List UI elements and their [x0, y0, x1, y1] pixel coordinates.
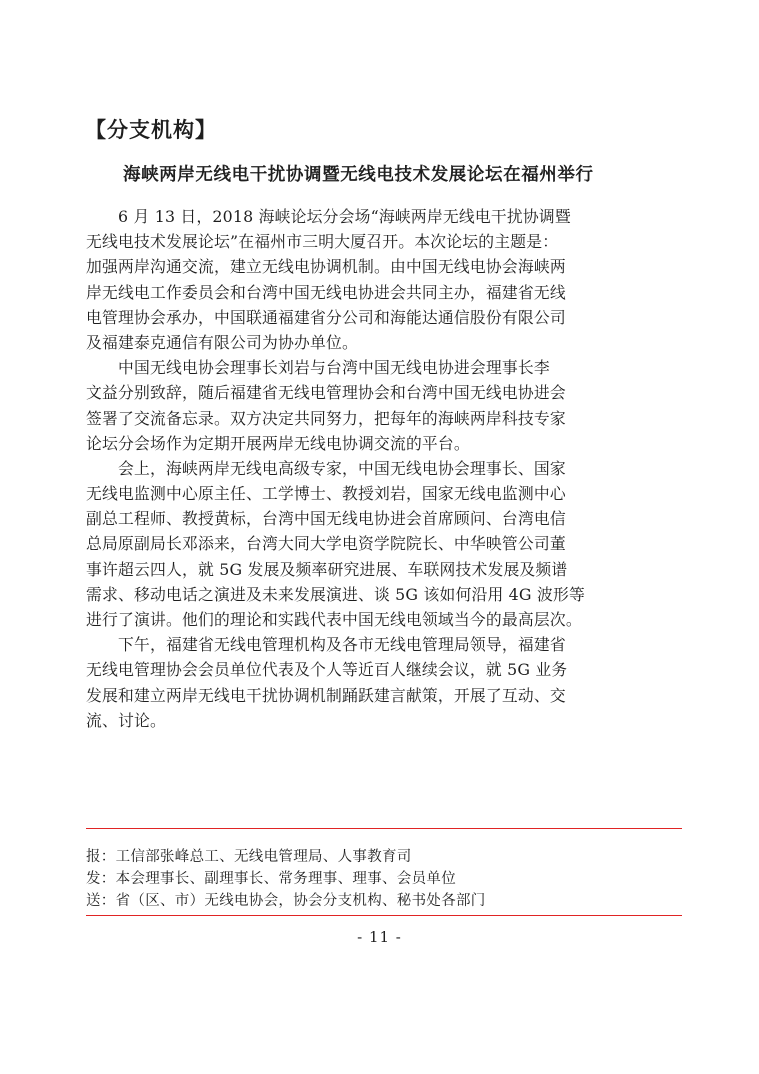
distribution-issued-to: 发：本会理事长、副理事长、常务理事、理事、会员单位 — [86, 871, 456, 887]
red-divider-top — [86, 828, 682, 829]
paragraph — [86, 204, 686, 355]
distribution-list — [86, 846, 686, 912]
page-number: - 11 - — [357, 928, 402, 946]
text-line: 无线电技术发展论坛”在福州市三明大厦召开。本次论坛的主题是： — [86, 232, 559, 252]
text-line: 流、讨论。 — [86, 710, 166, 730]
paragraph — [86, 632, 686, 733]
text-line: 岸无线电工作委员会和台湾中国无线电协进会共同主办，福建省无线 — [86, 282, 566, 302]
text-line: 下午，福建省无线电管理机构及各市无线电管理局领导，福建省 — [118, 635, 566, 655]
red-divider-bottom — [86, 915, 682, 916]
text-line: 总局原副局长邓添来，台湾大同大学电资学院院长、中华映管公司董 — [86, 534, 566, 554]
text-line: 发展和建立两岸无线电干扰协调机制踊跃建言献策，开展了互动、交 — [86, 685, 566, 705]
text-line: 无线电管理协会会员单位代表及个人等近百人继续会议，就 5G 业务 — [86, 660, 568, 680]
text-line: 及福建泰克通信有限公司为协办单位。 — [86, 332, 358, 352]
text-line: 事许超云四人，就 5G 发展及频率研究进展、车联网技术发展及频谱 — [86, 559, 568, 579]
distribution-sent-to: 送：省（区、市）无线电协会，协会分支机构、秘书处各部门 — [86, 893, 486, 909]
article-body — [86, 204, 686, 733]
text-line: 无线电监测中心原主任、工学博士、教授刘岩，国家无线电监测中心 — [86, 484, 566, 504]
text-line: 副总工程师、教授黄标，台湾中国无线电协进会首席顾问、台湾电信 — [86, 509, 566, 529]
text-line: 电管理协会承办，中国联通福建省分公司和海能达通信股份有限公司 — [86, 307, 566, 327]
distribution-report-to: 报：工信部张峰总工、无线电管理局、人事教育司 — [86, 849, 412, 865]
text-line: 会上，海峡两岸无线电高级专家，中国无线电协会理事长、国家 — [118, 458, 566, 478]
section-heading: 【分支机构】 — [85, 117, 217, 142]
text-line: 加强两岸沟通交流，建立无线电协调机制。由中国无线电协会海峡两 — [86, 257, 566, 277]
text-line: 签署了交流备忘录。双方决定共同努力，把每年的海峡两岸科技专家 — [86, 408, 566, 428]
paragraph — [86, 456, 686, 632]
text-line: 6 月 13 日，2018 海峡论坛分会场“海峡两岸无线电干扰协调暨 — [118, 207, 571, 226]
text-line: 中国无线电协会理事长刘岩与台湾中国无线电协进会理事长李 — [118, 358, 550, 378]
text-line: 需求、移动电话之演进及未来发展演进、谈 5G 该如何沿用 4G 波形等 — [86, 584, 585, 604]
text-line: 文益分别致辞，随后福建省无线电管理协会和台湾中国无线电协进会 — [86, 383, 566, 403]
article-title: 海峡两岸无线电干扰协调暨无线电技术发展论坛在福州举行 — [123, 165, 594, 185]
text-line: 论坛分会场作为定期开展两岸无线电协调交流的平台。 — [86, 433, 470, 453]
paragraph — [86, 355, 686, 456]
text-line: 进行了演讲。他们的理论和实践代表中国无线电领域当今的最高层次。 — [86, 610, 582, 629]
